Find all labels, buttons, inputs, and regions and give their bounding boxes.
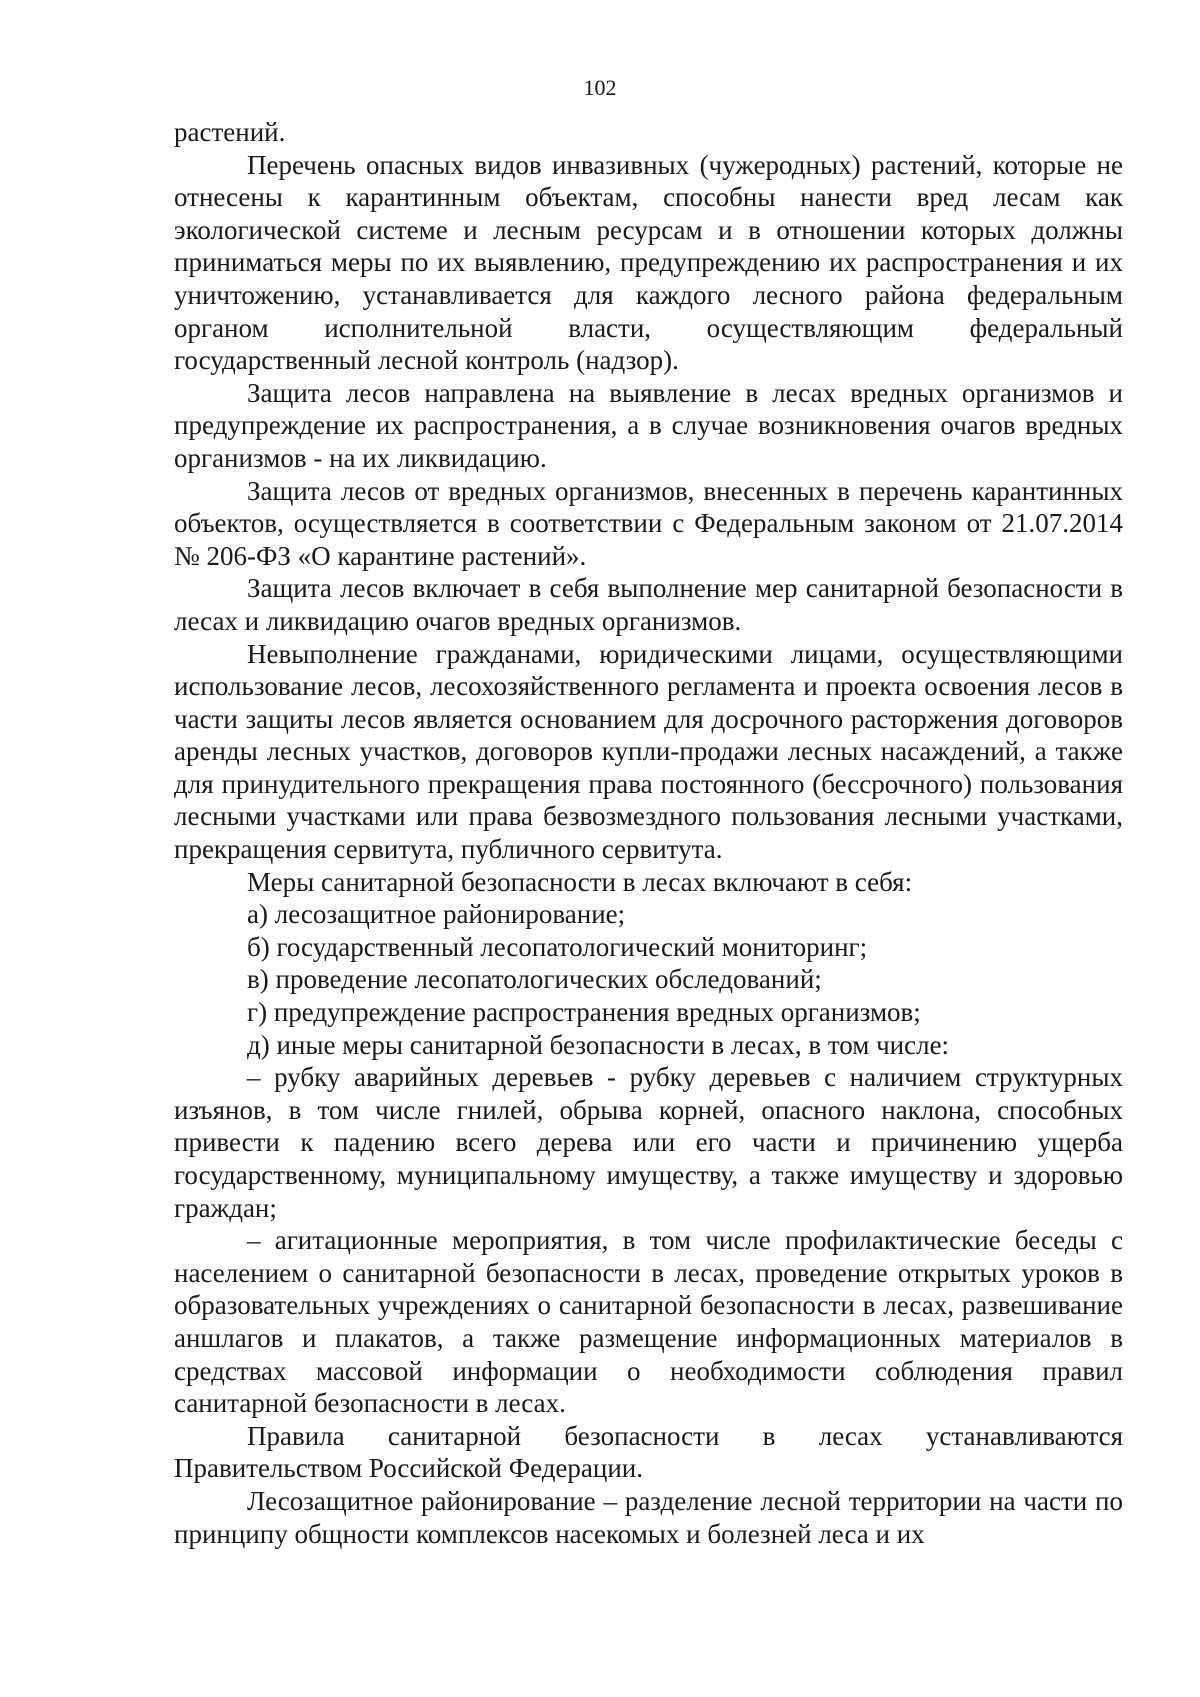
dash-item: – агитационные мероприятия, в том числе профилактические беседы с населением о санитарной безопасности в лесах, проведение открытых уроков в образовательных учреждениях о санитарной безопасности в лесах, развешивание аншлагов и плакатов, а также размещение информационных материалов в средствах массовой информации о необходимости соблюдения правил санитарной безопасности в лесах. (174, 1225, 1123, 1419)
paragraph: Защита лесов направлена на выявление в лесах вредных организмов и предупреждение их распространения, а в случае возникновения очагов вредных организмов - на их ликвидацию. (174, 377, 1123, 473)
paragraph: Правила санитарной безопасности в лесах устанавливаются Правительством Российской Федерации. (174, 1420, 1123, 1484)
dash-item: – рубку аварийных деревьев - рубку деревьев с наличием структурных изъянов, в том числе гнилей, обрыва корней, опасного наклона, способных привести к падению всего дерева или его части и причинению ущерба государственному, муниципальному имуществу, а также имуществу и здоровью граждан; (174, 1062, 1123, 1223)
page-number: 102 (583, 75, 617, 100)
list-item: в) проведение лесопатологических обследований; (247, 964, 822, 995)
paragraph: Перечень опасных видов инвазивных (чужеродных) растений, которые не отнесены к карантинным объектам, способны нанести вред лесам как экологической системе и лесным ресурсам и в отношении которых должны приниматься меры по их выявлению, предупреждению их распространения и их уничтожению, устанавливается для каждого лесного района федеральным органом исполнительной власти, осуществляющим федеральный государственный лесной контроль (надзор). (174, 149, 1123, 376)
list-item: д) иные меры санитарной безопасности в лесах, в том числе: (247, 1029, 950, 1060)
list-item: б) государственный лесопатологический мониторинг; (247, 931, 868, 962)
paragraph: Лесозащитное районирование – разделение лесной территории на части по принципу общности комплексов насекомых и болезней леса и их (174, 1485, 1123, 1549)
paragraph: Меры санитарной безопасности в лесах включают в себя: (247, 866, 913, 897)
paragraph: растений. (174, 117, 286, 147)
paragraph: Невыполнение гражданами, юридическими лицами, осуществляющими использование лесов, лесохозяйственного регламента и проекта освоения лесов в части защиты лесов является основанием для досрочного расторжения договоров аренды лесных участков, договоров купли-продажи лесных насаждений, а также для принудительного прекращения права постоянного (бессрочного) пользования лесными участками или права безвозмездного пользования лесными участками, прекращения сервитута, публичного сервитута. (174, 638, 1123, 865)
document-body (174, 116, 1123, 1550)
list-item: а) лесозащитное районирование; (247, 899, 626, 930)
list-item: г) предупреждение распространения вредных организмов; (247, 997, 921, 1028)
paragraph: Защита лесов включает в себя выполнение мер санитарной безопасности в лесах и ликвидацию очагов вредных организмов. (174, 573, 1123, 636)
paragraph: Защита лесов от вредных организмов, внесенных в перечень карантинных объектов, осуществляется в соответствии с Федеральным законом от 21.07.2014 № 206-ФЗ «О карантине растений». (174, 475, 1123, 571)
